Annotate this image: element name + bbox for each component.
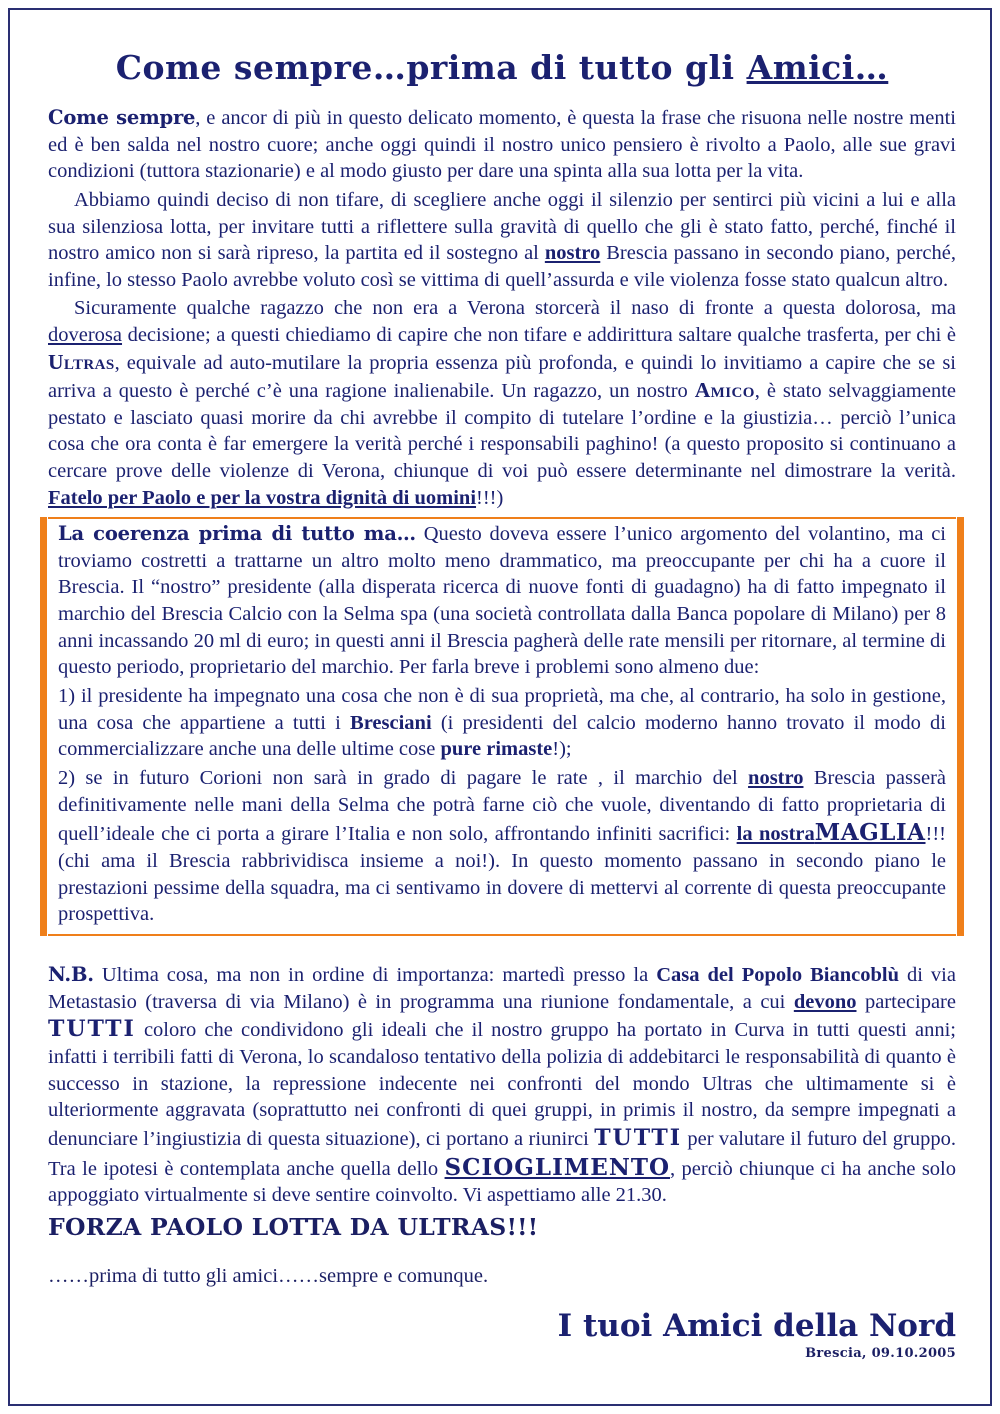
paragraph-3-emphasis-amico: Amico (694, 377, 755, 402)
nb-emphasis-tutti-1: TUTTI (48, 1016, 136, 1043)
nb-emphasis-scioglimento: SCIOGLIMENTO (444, 1153, 670, 1181)
paragraph-3-part-b: decisione; a questi chiediamo di capire che non tifare e addirittura saltare qualche trasferta, per chi è (122, 324, 956, 347)
nb-part-a: Ultima cosa, ma non in ordine di importanza: martedì presso la (93, 964, 657, 987)
slogan-forza-paolo: FORZA PAOLO LOTTA DA ULTRAS!!! (48, 1213, 539, 1242)
paragraph-3-emphasis-fatelo: Fatelo per Paolo e per la vostra dignità di uomini (48, 486, 477, 509)
point-2-emphasis-nostro: nostro (748, 766, 804, 789)
paragraph-2-emphasis-nostro: nostro (544, 242, 601, 265)
nb-emphasis-casa-popolo: Casa del Popolo Biancoblù (656, 964, 899, 987)
point-1-emphasis-pure-rimaste: pure rimaste (440, 738, 553, 761)
point-2-emphasis-la-nostra: la nostra (736, 823, 815, 846)
nb-part-d: partecipare (856, 990, 956, 1013)
paragraph-1-body: , e ancor di più in questo delicato momento, è questa la frase che risuona nelle nostre menti ed è ben salda nel nostro cuore; anche oggi quindi il nostro unico pensiero è rivolto a Paolo, alle sue gravi condizioni (tuttora stazionarie) e al modo giusto per dare una spinta alla sua lotta per la vita. (48, 107, 956, 183)
point-1-part-e: !); (552, 738, 572, 761)
point-1-emphasis-bresciani: Bresciani (350, 711, 432, 734)
paragraph-3 (48, 295, 956, 511)
coerenza-body: Questo doveva essere l’unico argomento del volantino, ma ci troviamo costretti a trattarne un altro molto meno drammatico, ma preoccupante per chi ha a cuore il Brescia. Il “nostro” presidente (alla disperata ricerca di nuove fonti di guadagno) ha di fatto impegnato il marchio del Brescia Calcio con la Selma spa (una società controllata dalla Banca popolare di Milano) per 8 anni incassando 20 ml di euro; in questi anni il Brescia pagherà delle rate mensili per ritornare, al termine di questo periodo, proprietario del marchio. Per farla breve i problemi sono almeno due: (58, 523, 946, 679)
nb-paragraph (48, 962, 956, 1209)
signature: I tuoi Amici della Nord (557, 1308, 956, 1345)
paragraph-2-part-b: Brescia passano in secondo piano, perché, infine, lo stesso Paolo avrebbe voluto così se vittima di quell’assurda e vile violenza fosse stato qualcun altro. (48, 242, 956, 291)
closing-line: ……prima di tutto gli amici……sempre e comunque. (48, 1264, 489, 1287)
coerenza-lead: La coerenza prima di tutto ma… (58, 522, 416, 546)
point-1-part-a: 1) il presidente ha impegnato una cosa che non è di sua proprietà, ma che, al contrario, ha solo in gestione, una cosa che appartiene a tutti i (58, 685, 946, 734)
point-2-part-a: 2) se in futuro Corioni non sarà in grado di pagare le rate , il marchio del (58, 766, 749, 789)
nb-part-f: per valutare il futuro del gruppo. Tra le ipotesi è contemplata anche quella dello (48, 1127, 956, 1180)
point-1-part-c: (i presidenti del calcio moderno hanno trovato il modo di commercializzare anche una delle ultime cose (58, 711, 946, 761)
paragraph-1 (48, 105, 956, 185)
paragraph-2 (48, 187, 956, 294)
paragraph-3-part-a: Sicuramente qualche ragazzo che non era a Verona storcerà il naso di fronte a questa dolorosa, ma (74, 297, 956, 320)
datestamp: Brescia, 09.10.2005 (805, 1346, 956, 1362)
nb-emphasis-devono: devono (793, 990, 857, 1013)
nb-part-c: di via Metastasio (traversa di via Milano) è in programma una riunione fondamentale, a cui (48, 964, 956, 1013)
paragraph-3-emphasis-doverosa: doverosa (48, 324, 123, 347)
paragraph-3-part-d: , è stato selvaggiamente pestato e lasciato quasi morire da chi avrebbe il compito di tutelare l’ordine e la giustizia… perciò l’unica cosa che ora conta è far emergere la verità perché i responsabili paghino! (a questo proposito si continuano a cercare prove delle violenze di Verona, chiunque di voi può essere determinante nel dimostrare la verità. (48, 379, 957, 482)
nb-lead: N.B. (48, 963, 94, 987)
highlighted-block-coerenza (48, 517, 956, 936)
document-content (48, 34, 956, 1361)
paragraph-2-part-a: Abbiamo quindi deciso di non tifare, di scegliere anche oggi il silenzio per sentirci più vicini a lui e alla sua silenziosa lotta, per invitare tutti a riflettere sulla gravità di quello che gli è stato fatto, perché, finché il nostro amico non si sarà ripreso, la partita ed il sostegno al (48, 188, 956, 265)
paragraph-3-part-e: !!!) (476, 486, 504, 509)
paragraph-3-emphasis-ultras: Ultras (48, 349, 115, 374)
coerenza-point-2 (58, 765, 946, 928)
paragraph-3-part-c: , equivale ad auto-mutilare la propria essenza più profonda, e quindi lo invitiamo a capire che se si arriva a questo è perché c’è una ragione inalienabile. Un ragazzo, un nostro (48, 351, 956, 402)
page-title (48, 48, 956, 87)
point-2-part-b: Brescia passerà definitivamente nelle mani della Selma che potrà farne ciò che vuole, diventando di fatto proprietaria di quell’ideale che ci porta a girare l’Italia e non solo, affrontando infiniti sacrifici: (58, 766, 946, 846)
section-spacer (48, 936, 956, 962)
point-2-emphasis-maglia: MAGLIA (814, 819, 926, 847)
nb-emphasis-tutti-2: TUTTI (594, 1124, 682, 1151)
page-title-underlined: Amici… (746, 48, 889, 87)
nb-part-e: coloro che condividono gli ideali che il nostro gruppo ha portato in Curva in tutti questi anni; infatti i terribili fatti di Verona, lo scandaloso tentativo della polizia di addebitarci le responsabilità di quanto è successo in stazione, la repressione indecente nei confronti del mondo Ultras che ultimamente si è ulteriormente aggravata (soprattutto nei confronti di quei gruppi, in primis il nostro, da sempre impegnati a denunciare l’ingiustizia di questa situazione), ci portano a riunirci (48, 1019, 956, 1150)
coerenza-point-1 (58, 683, 946, 763)
nb-part-g: , perciò chiunque ci ha anche solo appoggiato virtualmente si deve sentire coinvolto. Vi aspettiamo alle 21.30. (48, 1157, 956, 1207)
coerenza-paragraph (58, 521, 946, 681)
paragraph-1-lead: Come sempre (48, 106, 196, 129)
point-2-part-c: !!! (chi ama il Brescia rabbrividisca insieme a noi!). In questo momento passano in secondo piano le prestazioni pessime della squadra, ma ci sentivamo in dovere di mettervi al corrente di questa preoccupante prospettiva. (58, 823, 946, 926)
page-title-prefix: Come sempre…prima di tutto gli (115, 48, 747, 87)
